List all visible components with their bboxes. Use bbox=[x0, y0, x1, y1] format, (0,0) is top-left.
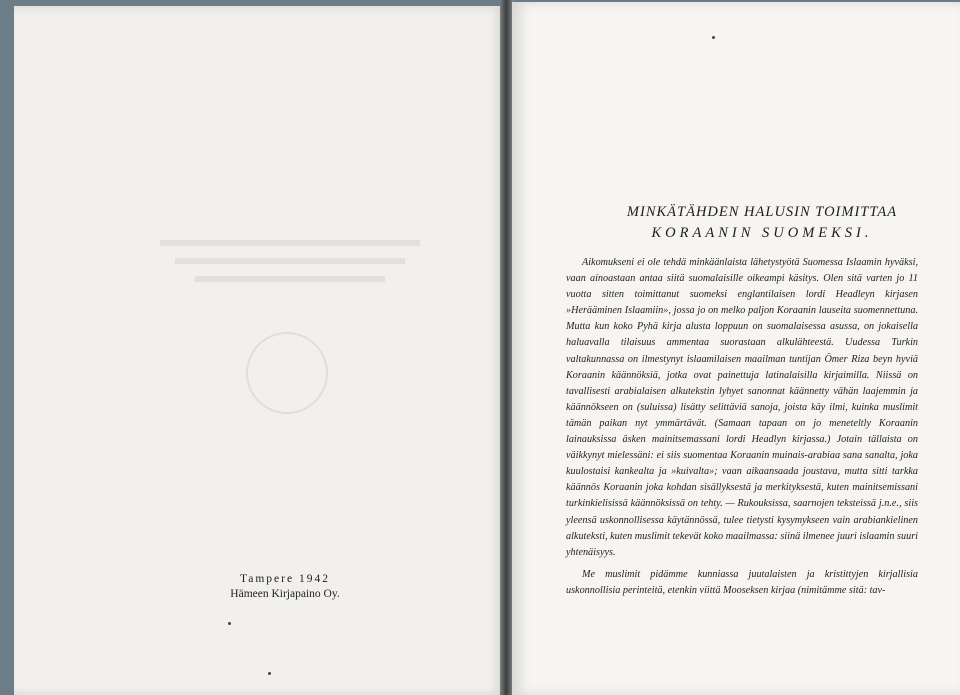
show-through-line bbox=[175, 258, 405, 264]
show-through-line bbox=[195, 276, 385, 282]
show-through-line bbox=[160, 240, 420, 246]
body-text bbox=[566, 255, 918, 599]
paper-speck bbox=[268, 672, 271, 675]
heading-line-1: MINKÄTÄHDEN HALUSIN TOIMITTAA bbox=[626, 204, 898, 220]
show-through-title bbox=[140, 190, 440, 228]
paragraph: Aikomukseni ei ole tehdä minkäänlaista lähetystyötä Suomessa Islaamin hyväksi, vaan ainoastaan antaa siitä suomalaisille oikeampi käsitys. Olen sitä varten jo 11 vuotta sitten toimittanut suomeksi englantilaisen lordi Headleyn kirjasen »Herääminen Islaamiin», jossa jo on melko paljon Koraanin lauseita suomennettuna. Mutta kun koko Pyhä kirja alusta loppuun on suomalaisessa asussa, on jokaisella haluavalla tilaisuus ammentaa suorastaan alkulähteestä. Uudessa Turkin valtakunnassa on ilmestynyt islaamilaisen maailman tuntijan Ömer Riza beyn hyviä Koraanin käännöksiä, jotka ovat painettuja latinalaisilla kirjaimilla. Niissä on tavallisesti arabialaisen alkutekstin lyhyet sanonnat käännetty vähän laajemmin ja käännökseen on (suluissa) lisätty selittäviä sanoja, joista käy ilmi, kuinka muslimit tämän paikan nyt ymmärtävät. (Samaan tapaan on jo meneteltly Koraanin lainauksissa äsken mainitsemassani lordi Headlyn kirjassa.) Jotain tällaista on väikkynyt mielessäni: ei siis suomentaa Koraanin muinais-arabiaa sana sanalta, joka kuulostaisi kankealta ja »kuivalta»; vaan aikaansaada joustava, mutta sitti tarkka käännös Koraanin joka kohdan sisällyksestä ja merkityksestä, kuten mainitsemissani turkinkielisissä käännöksissä on tehty. — Rukouksissa, saarnojen teksteissä j.n.e., siis yleensä uskonnollisessa käytännössä, tulee tietysti kysymykseen vain arabiankielinen alkuteksti, kuten muslimit tekevät koko maailmassa: siinä ilmenee juuri islaamin suuri yhtenäisyys. bbox=[566, 257, 918, 558]
chapter-heading bbox=[552, 204, 960, 242]
paper-speck bbox=[228, 622, 231, 625]
paragraph: Me muslimit pidämme kunniassa juutalaisten ja kristittyjen kirjallisia uskonnollisia perinteitä, etenkin viittä Mooseksen kirjaa (nimitämme sitä: tav- bbox=[566, 568, 918, 596]
heading-line-2: KORAANIN SUOMEKSI. bbox=[651, 225, 873, 241]
imprint bbox=[200, 572, 370, 602]
paper-speck bbox=[712, 36, 715, 39]
imprint-city-year: Tampere 1942 bbox=[240, 573, 330, 585]
imprint-printer: Hämeen Kirjapaino Oy. bbox=[230, 588, 340, 600]
show-through-seal bbox=[246, 332, 328, 414]
